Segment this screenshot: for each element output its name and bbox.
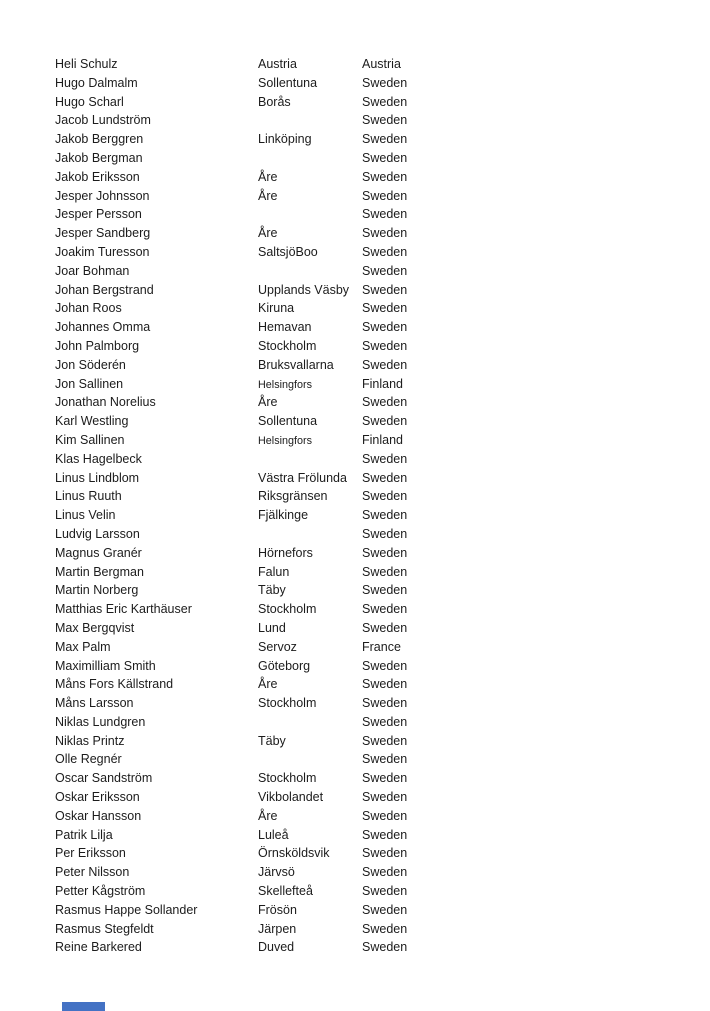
name-cell: Klas Hagelbeck — [55, 451, 142, 466]
name-cell: Joakim Turesson — [55, 244, 150, 259]
city-cell: Luleå — [258, 827, 289, 842]
name-cell: Hugo Scharl — [55, 94, 124, 109]
name-list — [55, 55, 655, 957]
list-row — [55, 844, 655, 863]
list-row — [55, 318, 655, 337]
country-cell: Sweden — [362, 470, 408, 485]
name-cell: Kim Sallinen — [55, 432, 125, 447]
list-row — [55, 863, 655, 882]
list-row — [55, 600, 655, 619]
list-row — [55, 657, 655, 676]
country-cell: Sweden — [362, 489, 408, 504]
name-cell: John Palmborg — [55, 338, 140, 353]
country-cell: Sweden — [362, 752, 408, 767]
country-cell: Sweden — [362, 113, 408, 128]
city-cell: Stockholm — [258, 602, 317, 617]
country-cell: Sweden — [362, 545, 408, 560]
country-cell: Sweden — [362, 733, 408, 748]
list-row — [55, 769, 655, 788]
list-row — [55, 450, 655, 469]
country-cell: Sweden — [362, 226, 408, 241]
name-cell: Rasmus Happe Sollander — [55, 902, 198, 917]
name-cell: Jesper Sandberg — [55, 226, 151, 241]
list-row — [55, 938, 655, 957]
list-row — [55, 431, 655, 450]
list-row — [55, 187, 655, 206]
list-row — [55, 281, 655, 300]
country-cell: Sweden — [362, 884, 408, 899]
list-row — [55, 563, 655, 582]
country-cell: Sweden — [362, 451, 408, 466]
name-cell: Peter Nilsson — [55, 865, 130, 880]
list-row — [55, 713, 655, 732]
city-cell: Åre — [258, 677, 278, 692]
name-cell: Linus Velin — [55, 508, 116, 523]
city-cell: Bruksvallarna — [258, 357, 334, 372]
city-cell: Järvsö — [258, 865, 295, 880]
name-cell: Jon Söderén — [55, 357, 126, 372]
country-cell: Sweden — [362, 771, 408, 786]
country-cell: Sweden — [362, 658, 408, 673]
country-cell: Sweden — [362, 414, 408, 429]
country-cell: Sweden — [362, 301, 408, 316]
name-cell: Heli Schulz — [55, 57, 118, 71]
country-cell: Sweden — [362, 696, 408, 711]
list-row — [55, 920, 655, 939]
city-cell: SaltsjöBoo — [258, 244, 318, 259]
list-row — [55, 262, 655, 281]
bottom-blue-bar — [62, 1002, 105, 1011]
country-cell: Finland — [362, 376, 403, 391]
name-cell: Niklas Printz — [55, 733, 125, 748]
country-cell: Sweden — [362, 526, 408, 541]
name-cell: Reine Barkered — [55, 940, 142, 955]
city-cell: Austria — [258, 57, 297, 71]
city-cell: Västra Frölunda — [258, 470, 347, 485]
name-cell: Måns Fors Källstrand — [55, 677, 174, 692]
country-cell: Sweden — [362, 827, 408, 842]
name-cell: Petter Kågström — [55, 884, 146, 899]
city-cell: Skellefteå — [258, 884, 313, 899]
city-cell: Kiruna — [258, 301, 295, 316]
list-row — [55, 469, 655, 488]
city-cell: Vikbolandet — [258, 790, 324, 805]
city-cell: Linköping — [258, 132, 312, 147]
name-cell: Matthias Eric Karthäuser — [55, 602, 192, 617]
name-cell: Oskar Eriksson — [55, 790, 140, 805]
list-row — [55, 525, 655, 544]
city-cell: Åre — [258, 808, 278, 823]
name-cell: Hugo Dalmalm — [55, 75, 138, 90]
list-row — [55, 205, 655, 224]
city-cell: Hemavan — [258, 320, 312, 335]
country-cell: Sweden — [362, 263, 408, 278]
city-cell: Borås — [258, 94, 291, 109]
list-row — [55, 243, 655, 262]
list-row — [55, 901, 655, 920]
name-cell: Karl Westling — [55, 414, 129, 429]
city-cell: Fjälkinge — [258, 508, 309, 523]
city-cell: Täby — [258, 583, 286, 598]
country-cell: Sweden — [362, 132, 408, 147]
list-row — [55, 638, 655, 657]
country-cell: Sweden — [362, 150, 408, 165]
city-cell: Täby — [258, 733, 286, 748]
list-row — [55, 675, 655, 694]
list-row — [55, 356, 655, 375]
name-cell: Johan Roos — [55, 301, 122, 316]
list-row — [55, 882, 655, 901]
country-cell: Sweden — [362, 207, 408, 222]
list-row — [55, 224, 655, 243]
city-cell: Frösön — [258, 902, 297, 917]
name-cell: Jesper Persson — [55, 207, 142, 222]
country-cell: Austria — [362, 57, 401, 71]
country-cell: Sweden — [362, 320, 408, 335]
country-cell: Sweden — [362, 714, 408, 729]
name-cell: Johan Bergstrand — [55, 282, 154, 297]
list-row — [55, 788, 655, 807]
name-cell: Patrik Lilja — [55, 827, 113, 842]
name-cell: Jesper Johnsson — [55, 188, 150, 203]
city-cell: Duved — [258, 940, 295, 955]
list-row — [55, 375, 655, 394]
name-cell: Linus Lindblom — [55, 470, 140, 485]
city-cell: Järpen — [258, 921, 297, 936]
city-cell: Sollentuna — [258, 414, 318, 429]
country-cell: Sweden — [362, 846, 408, 861]
name-cell: Jon Sallinen — [55, 376, 124, 391]
city-cell: Hörnefors — [258, 545, 313, 560]
name-cell: Oskar Hansson — [55, 808, 142, 823]
country-cell: Sweden — [362, 357, 408, 372]
name-cell: Martin Norberg — [55, 583, 139, 598]
name-cell: Rasmus Stegfeldt — [55, 921, 154, 936]
name-cell: Jakob Bergman — [55, 150, 143, 165]
list-row — [55, 412, 655, 431]
city-cell: Örnsköldsvik — [258, 846, 330, 861]
name-cell: Jacob Lundström — [55, 113, 151, 128]
name-cell: Linus Ruuth — [55, 489, 122, 504]
name-cell: Magnus Granér — [55, 545, 142, 560]
country-cell: Sweden — [362, 508, 408, 523]
list-row — [55, 826, 655, 845]
city-cell: Sollentuna — [258, 75, 318, 90]
city-cell: Stockholm — [258, 696, 317, 711]
name-cell: Per Eriksson — [55, 846, 126, 861]
city-cell: Falun — [258, 564, 290, 579]
list-row — [55, 149, 655, 168]
list-row — [55, 93, 655, 112]
list-row — [55, 581, 655, 600]
list-row — [55, 750, 655, 769]
list-row — [55, 393, 655, 412]
list-row — [55, 168, 655, 187]
city-cell: Stockholm — [258, 771, 317, 786]
country-cell: Sweden — [362, 188, 408, 203]
city-cell: Riksgränsen — [258, 489, 328, 504]
name-cell: Jakob Berggren — [55, 132, 144, 147]
city-cell: Helsingfors — [258, 378, 313, 391]
list-row — [55, 487, 655, 506]
list-row — [55, 619, 655, 638]
name-cell: Johannes Omma — [55, 320, 151, 335]
list-row — [55, 55, 655, 74]
list-row — [55, 111, 655, 130]
country-cell: Sweden — [362, 75, 408, 90]
country-cell: Sweden — [362, 338, 408, 353]
country-cell: Sweden — [362, 921, 408, 936]
name-cell: Martin Bergman — [55, 564, 144, 579]
name-cell: Joar Bohman — [55, 263, 130, 278]
country-cell: Sweden — [362, 602, 408, 617]
city-cell: Helsingfors — [258, 434, 313, 447]
country-cell: Sweden — [362, 583, 408, 598]
name-cell: Måns Larsson — [55, 696, 134, 711]
country-cell: Sweden — [362, 790, 408, 805]
city-cell: Åre — [258, 226, 278, 241]
city-cell: Åre — [258, 188, 278, 203]
country-cell: Finland — [362, 432, 403, 447]
country-cell: Sweden — [362, 808, 408, 823]
city-cell: Lund — [258, 620, 286, 635]
country-cell: Sweden — [362, 282, 408, 297]
city-cell: Servoz — [258, 639, 297, 654]
country-cell: Sweden — [362, 677, 408, 692]
city-cell: Stockholm — [258, 338, 317, 353]
name-cell: Maximilliam Smith — [55, 658, 156, 673]
country-cell: Sweden — [362, 169, 408, 184]
name-cell: Jakob Eriksson — [55, 169, 140, 184]
country-cell: Sweden — [362, 940, 408, 955]
country-cell: Sweden — [362, 865, 408, 880]
name-cell: Max Bergqvist — [55, 620, 135, 635]
list-row — [55, 732, 655, 751]
list-row — [55, 337, 655, 356]
city-cell: Åre — [258, 395, 278, 410]
country-cell: Sweden — [362, 564, 408, 579]
name-cell: Max Palm — [55, 639, 111, 654]
name-cell: Oscar Sandström — [55, 771, 153, 786]
country-cell: Sweden — [362, 902, 408, 917]
list-row — [55, 544, 655, 563]
list-row — [55, 506, 655, 525]
city-cell: Göteborg — [258, 658, 311, 673]
name-cell: Ludvig Larsson — [55, 526, 140, 541]
name-cell: Niklas Lundgren — [55, 714, 146, 729]
country-cell: Sweden — [362, 620, 408, 635]
country-cell: Sweden — [362, 395, 408, 410]
city-cell: Upplands Väsby — [258, 282, 350, 297]
country-cell: France — [362, 639, 401, 654]
list-row — [55, 807, 655, 826]
city-cell: Åre — [258, 169, 278, 184]
list-row — [55, 130, 655, 149]
list-row — [55, 694, 655, 713]
list-row — [55, 299, 655, 318]
country-cell: Sweden — [362, 244, 408, 259]
name-cell: Olle Regnér — [55, 752, 122, 767]
country-cell: Sweden — [362, 94, 408, 109]
name-cell: Jonathan Norelius — [55, 395, 156, 410]
list-row — [55, 74, 655, 93]
